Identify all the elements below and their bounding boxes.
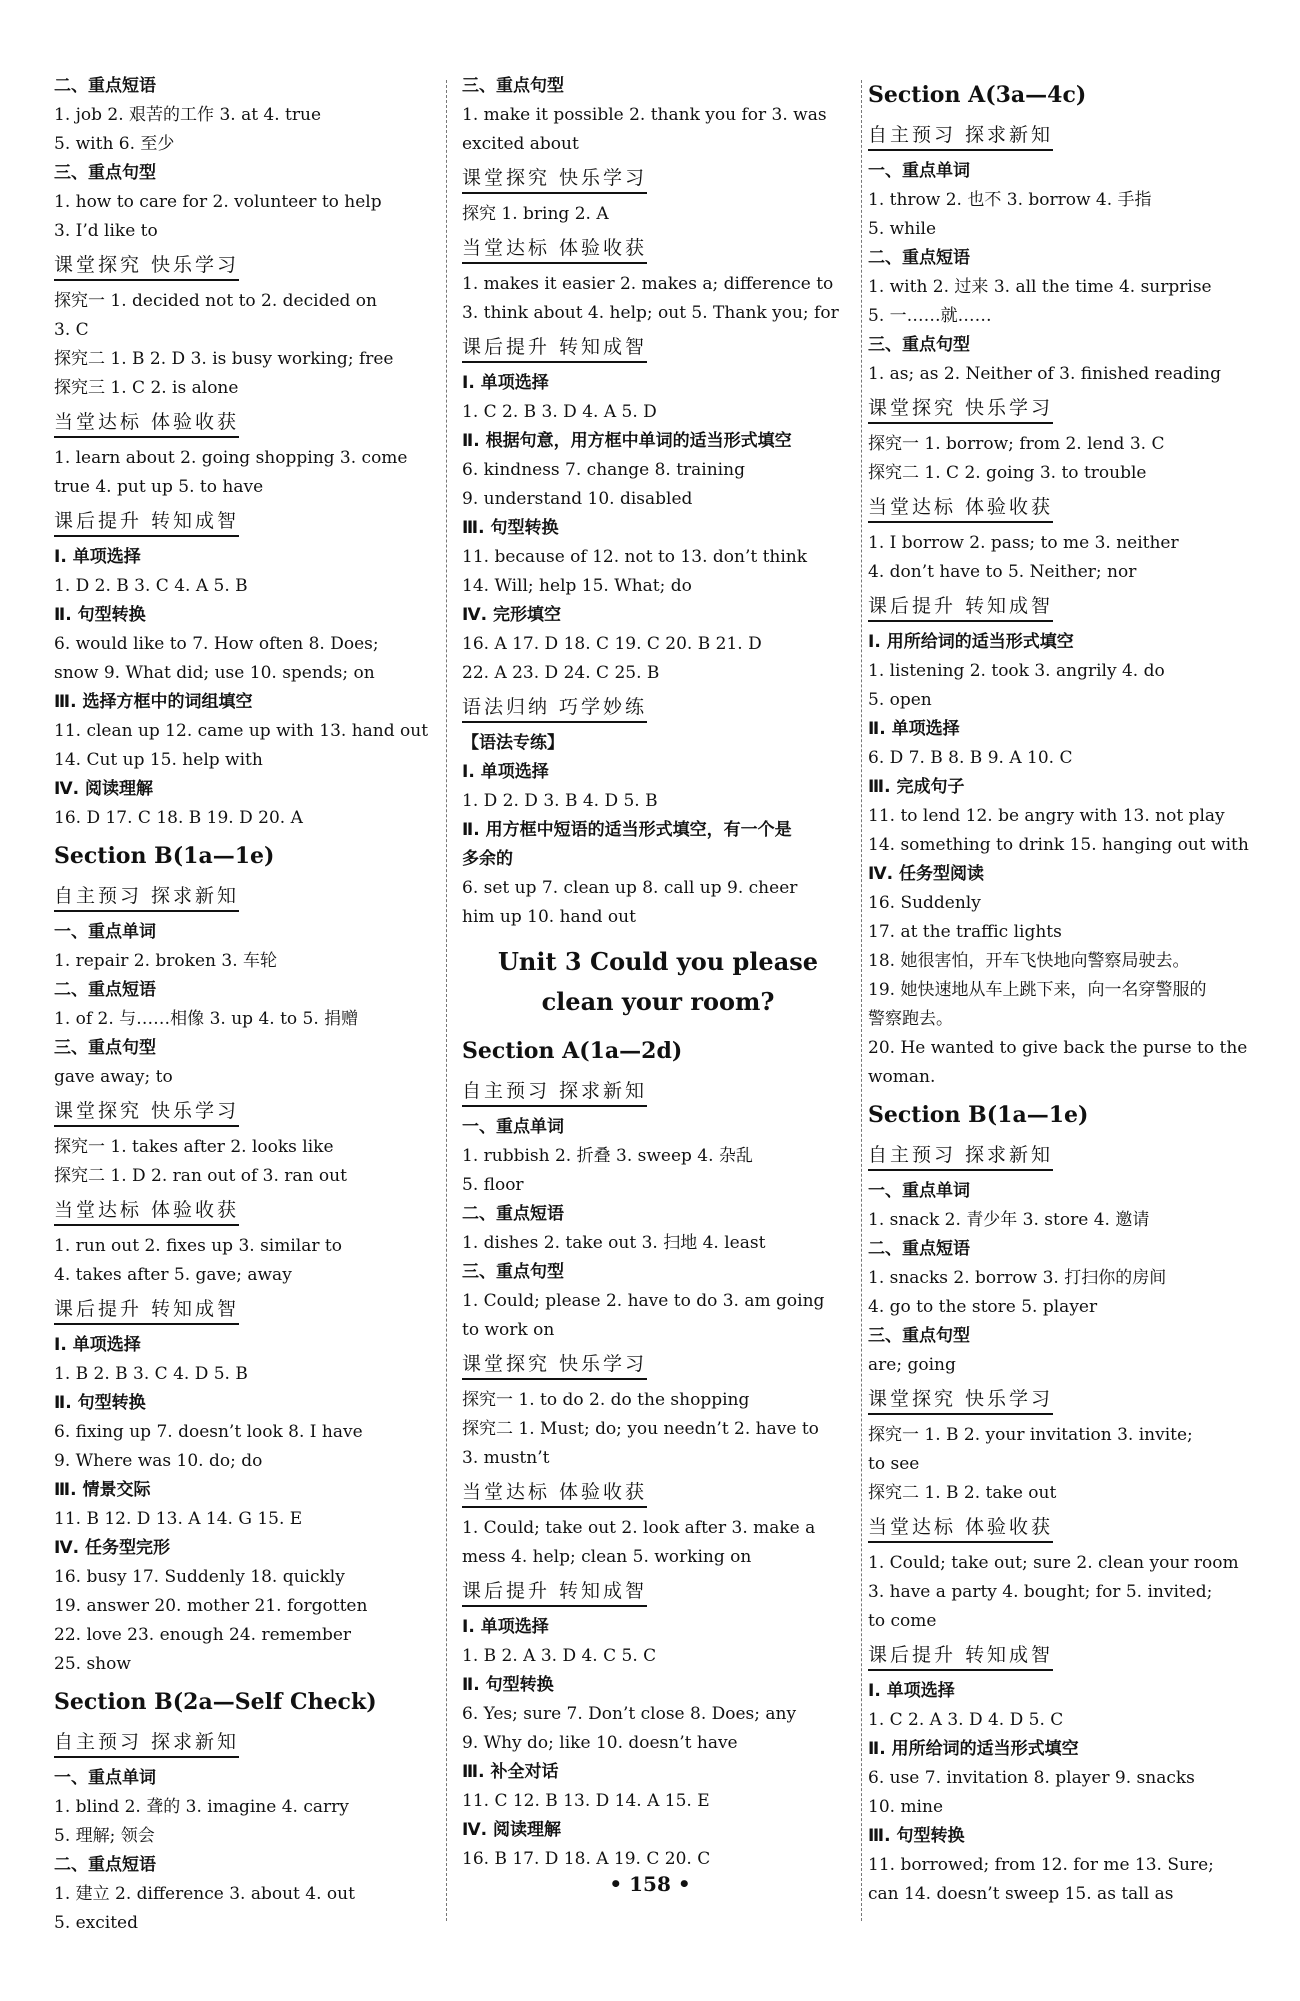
section-heading: 一、重点单词 [54,922,156,942]
answer-line: 5. excited [54,1913,139,1933]
answer-line: 1. dishes 2. take out 3. 扫地 4. least [462,1233,766,1253]
section-heading: 一、重点单词 [54,1768,156,1788]
exercise-label: 自主预习 探求新知 [868,122,1053,151]
answer-line: 1. throw 2. 也不 3. borrow 4. 手指 [868,190,1152,210]
section-heading: Ⅳ. 阅读理解 [54,779,154,799]
answer-line: 3. think about 4. help; out 5. Thank you; for [462,303,839,323]
answer-line: 16. D 17. C 18. B 19. D 20. A [54,808,303,828]
answer-line: 11. B 12. D 13. A 14. G 15. E [54,1509,303,1529]
exercise-label: 课后提升 转知成智 [868,1642,1053,1671]
answer-line: 1. run out 2. fixes up 3. similar to [54,1236,342,1256]
answer-line: 9. Why do; like 10. doesn’t have [462,1733,738,1753]
answer-line: can 14. doesn’t sweep 15. as tall as [868,1884,1174,1904]
section-heading: Ⅲ. 句型转换 [462,518,559,538]
section-heading: 一、重点单词 [868,1181,970,1201]
answer-line: 1. snack 2. 青少年 3. store 4. 邀请 [868,1210,1150,1230]
section-heading: 三、重点句型 [54,163,156,183]
answer-line: 1. Could; please 2. have to do 3. am going [462,1291,825,1311]
page-number: • 158 • [609,1872,691,1896]
exercise-label: 课后提升 转知成智 [54,1296,239,1325]
answer-line: 14. something to drink 15. hanging out with [868,835,1249,855]
exercise-label: 课后提升 转知成智 [54,508,239,537]
answer-line: 探究三 1. C 2. is alone [54,378,239,398]
answer-line: 1. makes it easier 2. makes a; difference to [462,274,834,294]
exercise-label: 当堂达标 体验收获 [868,1514,1053,1543]
exercise-label: 课堂探究 快乐学习 [868,1386,1053,1415]
answer-line: 1. how to care for 2. volunteer to help [54,192,382,212]
section-title: Section A(3a—4c) [868,82,1087,108]
section-heading: Ⅰ. 单项选择 [462,1617,549,1637]
answer-line: 3. mustn’t [462,1448,550,1468]
answer-line: 16. busy 17. Suddenly 18. quickly [54,1567,345,1587]
section-heading: 三、重点句型 [868,1326,970,1346]
answer-line: 探究一 1. B 2. your invitation 3. invite; [868,1425,1193,1445]
section-heading: Ⅲ. 句型转换 [868,1826,965,1846]
answer-line: 4. takes after 5. gave; away [54,1265,292,1285]
exercise-label: 自主预习 探求新知 [54,883,239,912]
answer-line: 1. Could; take out 2. look after 3. make a [462,1518,816,1538]
exercise-label: 课后提升 转知成智 [868,593,1053,622]
answer-line: 1. B 2. B 3. C 4. D 5. B [54,1364,248,1384]
exercise-label: 自主预习 探求新知 [54,1729,239,1758]
answer-line: 14. Cut up 15. help with [54,750,263,770]
section-heading: Ⅱ. 句型转换 [462,1675,554,1695]
answer-line: excited about [462,134,579,154]
exercise-label: 课堂探究 快乐学习 [54,252,239,281]
answer-line: 1. as; as 2. Neither of 3. finished reading [868,364,1222,384]
answer-line: 警察跑去。 [868,1009,953,1029]
section-heading: Ⅲ. 情景交际 [54,1480,151,1500]
exercise-label: 课堂探究 快乐学习 [54,1098,239,1127]
answer-line: 5. 一……就…… [868,306,992,326]
answer-line: 1. C 2. B 3. D 4. A 5. D [462,402,657,422]
answer-line: 探究二 1. B 2. take out [868,1483,1057,1503]
answer-line: 10. mine [868,1797,944,1817]
answer-line: 1. 建立 2. difference 3. about 4. out [54,1884,355,1904]
column-divider [446,80,447,1921]
answer-line: 探究一 1. to do 2. do the shopping [462,1390,750,1410]
section-heading: Ⅱ. 句型转换 [54,605,146,625]
answer-line: 1. learn about 2. going shopping 3. come [54,448,408,468]
exercise-label: 语法归纳 巧学妙练 [462,694,647,723]
answer-line: 16. B 17. D 18. A 19. C 20. C [462,1849,711,1869]
section-heading: 一、重点单词 [868,161,970,181]
answer-line: 16. A 17. D 18. C 19. C 20. B 21. D [462,634,762,654]
answer-line: 11. clean up 12. came up with 13. hand out [54,721,429,741]
answer-line: 6. would like to 7. How often 8. Does; [54,634,379,654]
answer-line: 9. understand 10. disabled [462,489,693,509]
answer-column-3 [868,72,1268,1941]
section-title: Section B(2a—Self Check) [54,1689,377,1715]
answer-line: 5. floor [462,1175,524,1195]
answer-line: 6. fixing up 7. doesn’t look 8. I have [54,1422,363,1442]
answer-line: 11. because of 12. not to 13. don’t think [462,547,808,567]
answer-line: 3. have a party 4. bought; for 5. invited; [868,1582,1213,1602]
answer-line: snow 9. What did; use 10. spends; on [54,663,375,683]
answer-line: 14. Will; help 15. What; do [462,576,692,596]
answer-line: 探究 1. bring 2. A [462,204,609,224]
answer-line: to see [868,1454,920,1474]
section-title: Section B(1a—1e) [868,1102,1089,1128]
exercise-label: 自主预习 探求新知 [462,1078,647,1107]
section-heading: 三、重点句型 [462,1262,564,1282]
section-heading: Ⅱ. 单项选择 [868,719,960,739]
answer-line: 1. with 2. 过来 3. all the time 4. surprise [868,277,1212,297]
answer-line: 1. D 2. D 3. B 4. D 5. B [462,791,658,811]
section-heading: 多余的 [462,849,513,869]
answer-line: gave away; to [54,1067,173,1087]
answer-line: true 4. put up 5. to have [54,477,264,497]
section-heading: 二、重点短语 [462,1204,564,1224]
section-heading: Ⅱ. 根据句意，用方框中单词的适当形式填空 [462,431,792,451]
answer-line: 1. of 2. 与……相像 3. up 4. to 5. 捐赠 [54,1009,359,1029]
exercise-label: 当堂达标 体验收获 [54,409,239,438]
answer-line: are; going [868,1355,956,1375]
answer-line: 探究一 1. decided not to 2. decided on [54,291,377,311]
exercise-label: 课堂探究 快乐学习 [868,395,1053,424]
exercise-label: 当堂达标 体验收获 [54,1197,239,1226]
unit-title: Unit 3 Could you please clean your room? [497,947,819,1016]
answer-line: 1. snacks 2. borrow 3. 打扫你的房间 [868,1268,1167,1288]
answer-line: 5. with 6. 至少 [54,134,175,154]
exercise-label: 课堂探究 快乐学习 [462,1351,647,1380]
answer-line: 5. 理解; 领会 [54,1826,155,1846]
answer-line: 6. set up 7. clean up 8. call up 9. cheer [462,878,798,898]
section-heading: Ⅳ. 阅读理解 [462,1820,562,1840]
answer-column-2 [462,72,854,1941]
answer-line: 11. borrowed; from 12. for me 13. Sure; [868,1855,1214,1875]
section-heading: 【语法专练】 [462,733,564,753]
column-divider [861,80,862,1921]
answer-line: 3. I’d like to [54,221,158,241]
section-heading: Ⅰ. 单项选择 [868,1681,955,1701]
section-heading: Ⅰ. 单项选择 [462,373,549,393]
answer-line: him up 10. hand out [462,907,636,927]
answer-line: 探究一 1. takes after 2. looks like [54,1137,334,1157]
section-heading: Ⅰ. 用所给词的适当形式填空 [868,632,1074,652]
exercise-label: 当堂达标 体验收获 [462,235,647,264]
section-heading: Ⅰ. 单项选择 [462,762,549,782]
section-heading: 二、重点短语 [868,248,970,268]
answer-line: 1. job 2. 艰苦的工作 3. at 4. true [54,105,322,125]
exercise-label: 当堂达标 体验收获 [868,494,1053,523]
answer-line: 6. Yes; sure 7. Don’t close 8. Does; any [462,1704,797,1724]
answer-line: 探究二 1. C 2. going 3. to trouble [868,463,1147,483]
answer-line: 22. A 23. D 24. C 25. B [462,663,660,683]
answer-line: 11. to lend 12. be angry with 13. not play [868,806,1225,826]
section-heading: Ⅰ. 单项选择 [54,1335,141,1355]
section-title: Section A(1a—2d) [462,1038,683,1064]
answer-line: 探究二 1. B 2. D 3. is busy working; free [54,349,394,369]
answer-line: mess 4. help; clean 5. working on [462,1547,752,1567]
section-heading: Ⅲ. 完成句子 [868,777,965,797]
exercise-label: 自主预习 探求新知 [868,1142,1053,1171]
answer-line: 4. go to the store 5. player [868,1297,1098,1317]
section-heading: 二、重点短语 [868,1239,970,1259]
answer-line: to come [868,1611,937,1631]
answer-line: 1. repair 2. broken 3. 车轮 [54,951,278,971]
answer-line: 5. while [868,219,937,239]
answer-line: 1. D 2. B 3. C 4. A 5. B [54,576,248,596]
answer-line: 19. 她快速地从车上跳下来，向一名穿警服的 [868,980,1207,1000]
answer-line: 1. I borrow 2. pass; to me 3. neither [868,533,1179,553]
answer-line: 6. kindness 7. change 8. training [462,460,745,480]
section-heading: Ⅱ. 用所给词的适当形式填空 [868,1739,1079,1759]
answer-line: 22. love 23. enough 24. remember [54,1625,352,1645]
section-title: Section B(1a—1e) [54,843,275,869]
section-heading: 三、重点句型 [868,335,970,355]
answer-line: 6. use 7. invitation 8. player 9. snacks [868,1768,1195,1788]
answer-line: 1. B 2. A 3. D 4. C 5. C [462,1646,657,1666]
answer-line: 6. D 7. B 8. B 9. A 10. C [868,748,1073,768]
section-heading: Ⅲ. 补全对话 [462,1762,559,1782]
answer-line: to work on [462,1320,555,1340]
answer-line: 1. listening 2. took 3. angrily 4. do [868,661,1165,681]
answer-line: 5. open [868,690,932,710]
section-heading: Ⅳ. 完形填空 [462,605,562,625]
section-heading: 二、重点短语 [54,76,156,96]
answer-line: 9. Where was 10. do; do [54,1451,263,1471]
section-heading: Ⅰ. 单项选择 [54,547,141,567]
exercise-label: 课后提升 转知成智 [462,334,647,363]
answer-line: 25. show [54,1654,131,1674]
section-heading: Ⅳ. 任务型阅读 [868,864,985,884]
exercise-label: 课后提升 转知成智 [462,1578,647,1607]
section-heading: Ⅱ. 用方框中短语的适当形式填空，有一个是 [462,820,792,840]
answer-line: 1. blind 2. 聋的 3. imagine 4. carry [54,1797,349,1817]
answer-line: 1. rubbish 2. 折叠 3. sweep 4. 杂乱 [462,1146,753,1166]
answer-line: 1. make it possible 2. thank you for 3. was [462,105,827,125]
answer-line: 18. 她很害怕，开车飞快地向警察局驶去。 [868,951,1190,971]
answer-line: woman. [868,1067,936,1087]
answer-line: 3. C [54,320,89,340]
section-heading: Ⅱ. 句型转换 [54,1393,146,1413]
answer-line: 11. C 12. B 13. D 14. A 15. E [462,1791,710,1811]
answer-line: 19. answer 20. mother 21. forgotten [54,1596,368,1616]
answer-line: 16. Suddenly [868,893,981,913]
section-heading: 三、重点句型 [54,1038,156,1058]
answer-line: 1. C 2. A 3. D 4. D 5. C [868,1710,1064,1730]
section-heading: 二、重点短语 [54,980,156,1000]
section-heading: 三、重点句型 [462,76,564,96]
section-heading: Ⅳ. 任务型完形 [54,1538,171,1558]
answer-line: 20. He wanted to give back the purse to the [868,1038,1248,1058]
answer-line: 4. don’t have to 5. Neither; nor [868,562,1137,582]
section-heading: 二、重点短语 [54,1855,156,1875]
answer-line: 探究二 1. D 2. ran out of 3. ran out [54,1166,347,1186]
exercise-label: 当堂达标 体验收获 [462,1479,647,1508]
section-heading: 一、重点单词 [462,1117,564,1137]
exercise-label: 课堂探究 快乐学习 [462,165,647,194]
answer-line: 探究一 1. borrow; from 2. lend 3. C [868,434,1165,454]
answer-line: 1. Could; take out; sure 2. clean your room [868,1553,1239,1573]
answer-line: 探究二 1. Must; do; you needn’t 2. have to [462,1419,819,1439]
answer-column-1 [54,72,432,1941]
section-heading: Ⅲ. 选择方框中的词组填空 [54,692,253,712]
answer-line: 17. at the traffic lights [868,922,1062,942]
